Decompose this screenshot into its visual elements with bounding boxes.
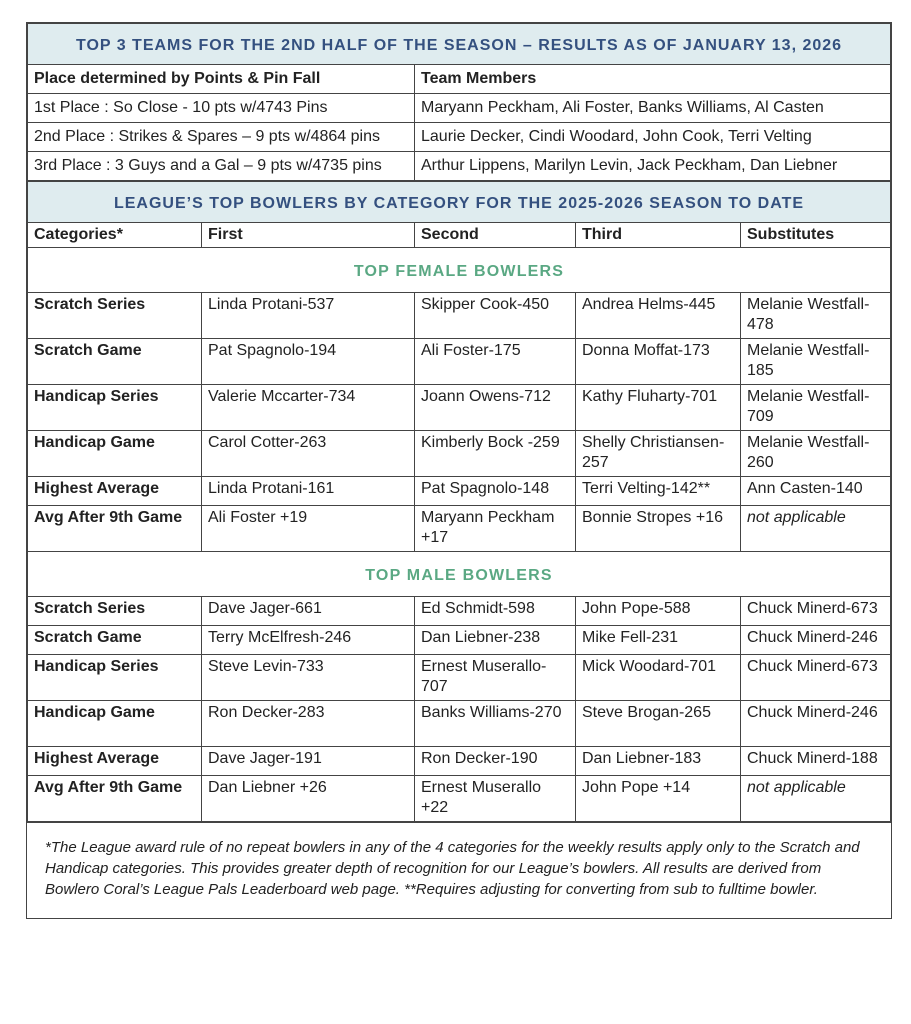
category-cell: Handicap Series	[28, 655, 202, 701]
footnote: *The League award rule of no repeat bowlers in any of the 4 categories for the weekly results apply only to the Scratch and Handicap categories. This provides greater depth of recognition for our League’s bowlers. All results are derived from Bowlero Coral’s League Pals Leaderboard web page. **Requires adjusting for converting from sub to fulltime bowler.	[27, 822, 891, 918]
team-place: 3rd Place : 3 Guys and a Gal – 9 pts w/4735 pins	[28, 152, 415, 181]
table-row	[28, 293, 891, 339]
second-cell: Ed Schmidt-598	[415, 597, 576, 626]
header-second: Second	[415, 223, 576, 248]
team-members: Arthur Lippens, Marilyn Levin, Jack Peckham, Dan Liebner	[415, 152, 891, 181]
substitute-cell: Chuck Minerd-246	[741, 701, 891, 747]
third-cell: Steve Brogan-265	[576, 701, 741, 747]
team-row	[28, 123, 891, 152]
substitute-cell: Chuck Minerd-188	[741, 747, 891, 776]
bowlers-table	[27, 181, 891, 822]
table-row	[28, 431, 891, 477]
teams-table	[27, 23, 891, 181]
third-cell: Mick Woodard-701	[576, 655, 741, 701]
second-cell: Dan Liebner-238	[415, 626, 576, 655]
category-cell: Handicap Series	[28, 385, 202, 431]
category-cell: Highest Average	[28, 477, 202, 506]
substitute-cell: not applicable	[741, 506, 891, 552]
table-row	[28, 477, 891, 506]
third-cell: Andrea Helms-445	[576, 293, 741, 339]
substitute-cell: Melanie Westfall-185	[741, 339, 891, 385]
third-cell: Mike Fell-231	[576, 626, 741, 655]
second-cell: Kimberly Bock -259	[415, 431, 576, 477]
third-cell: Shelly Christiansen-257	[576, 431, 741, 477]
third-cell: Kathy Fluharty-701	[576, 385, 741, 431]
header-third: Third	[576, 223, 741, 248]
category-cell: Scratch Series	[28, 597, 202, 626]
table-row	[28, 506, 891, 552]
category-cell: Scratch Game	[28, 626, 202, 655]
team-place: 2nd Place : Strikes & Spares – 9 pts w/4864 pins	[28, 123, 415, 152]
second-cell: Ernest Muserallo-707	[415, 655, 576, 701]
second-cell: Joann Owens-712	[415, 385, 576, 431]
teams-header-place: Place determined by Points & Pin Fall	[28, 65, 415, 94]
header-substitutes: Substitutes	[741, 223, 891, 248]
third-cell: Terri Velting-142**	[576, 477, 741, 506]
second-cell: Ali Foster-175	[415, 339, 576, 385]
table-row	[28, 339, 891, 385]
substitute-cell: Ann Casten-140	[741, 477, 891, 506]
substitute-cell: Melanie Westfall-260	[741, 431, 891, 477]
table-row	[28, 385, 891, 431]
first-cell: Linda Protani-161	[202, 477, 415, 506]
category-cell: Highest Average	[28, 747, 202, 776]
substitute-cell: Melanie Westfall-709	[741, 385, 891, 431]
third-cell: Donna Moffat-173	[576, 339, 741, 385]
second-cell: Maryann Peckham +17	[415, 506, 576, 552]
second-cell: Ron Decker-190	[415, 747, 576, 776]
team-members: Maryann Peckham, Ali Foster, Banks Williams, Al Casten	[415, 94, 891, 123]
second-cell: Skipper Cook-450	[415, 293, 576, 339]
table-row	[28, 747, 891, 776]
third-cell: John Pope +14	[576, 776, 741, 822]
first-cell: Ron Decker-283	[202, 701, 415, 747]
category-cell: Scratch Game	[28, 339, 202, 385]
category-cell: Handicap Game	[28, 701, 202, 747]
team-place: 1st Place : So Close - 10 pts w/4743 Pins	[28, 94, 415, 123]
substitute-cell: Chuck Minerd-673	[741, 597, 891, 626]
bowlers-title: LEAGUE’S TOP BOWLERS BY CATEGORY FOR THE 2025-2026 SEASON TO DATE	[28, 182, 891, 223]
teams-header-members: Team Members	[415, 65, 891, 94]
first-cell: Pat Spagnolo-194	[202, 339, 415, 385]
table-row	[28, 776, 891, 822]
team-row	[28, 94, 891, 123]
first-cell: Steve Levin-733	[202, 655, 415, 701]
substitute-cell: Chuck Minerd-246	[741, 626, 891, 655]
team-row	[28, 152, 891, 181]
second-cell: Banks Williams-270	[415, 701, 576, 747]
first-cell: Linda Protani-537	[202, 293, 415, 339]
header-first: First	[202, 223, 415, 248]
header-categories: Categories*	[28, 223, 202, 248]
first-cell: Dave Jager-191	[202, 747, 415, 776]
results-document	[26, 22, 892, 919]
team-members: Laurie Decker, Cindi Woodard, John Cook, Terri Velting	[415, 123, 891, 152]
third-cell: John Pope-588	[576, 597, 741, 626]
female-section-title: TOP FEMALE BOWLERS	[28, 248, 891, 293]
third-cell: Bonnie Stropes +16	[576, 506, 741, 552]
first-cell: Terry McElfresh-246	[202, 626, 415, 655]
second-cell: Ernest Muserallo +22	[415, 776, 576, 822]
first-cell: Valerie Mccarter-734	[202, 385, 415, 431]
substitute-cell: not applicable	[741, 776, 891, 822]
third-cell: Dan Liebner-183	[576, 747, 741, 776]
male-section-title: TOP MALE BOWLERS	[28, 552, 891, 597]
category-cell: Avg After 9th Game	[28, 506, 202, 552]
table-row	[28, 626, 891, 655]
table-row	[28, 597, 891, 626]
substitute-cell: Chuck Minerd-673	[741, 655, 891, 701]
first-cell: Ali Foster +19	[202, 506, 415, 552]
category-cell: Handicap Game	[28, 431, 202, 477]
first-cell: Dave Jager-661	[202, 597, 415, 626]
substitute-cell: Melanie Westfall-478	[741, 293, 891, 339]
category-cell: Avg After 9th Game	[28, 776, 202, 822]
table-row	[28, 655, 891, 701]
second-cell: Pat Spagnolo-148	[415, 477, 576, 506]
teams-title: TOP 3 TEAMS FOR THE 2ND HALF OF THE SEASON – RESULTS AS OF JANUARY 13, 2026	[28, 24, 891, 65]
table-row	[28, 701, 891, 747]
first-cell: Carol Cotter-263	[202, 431, 415, 477]
category-cell: Scratch Series	[28, 293, 202, 339]
first-cell: Dan Liebner +26	[202, 776, 415, 822]
